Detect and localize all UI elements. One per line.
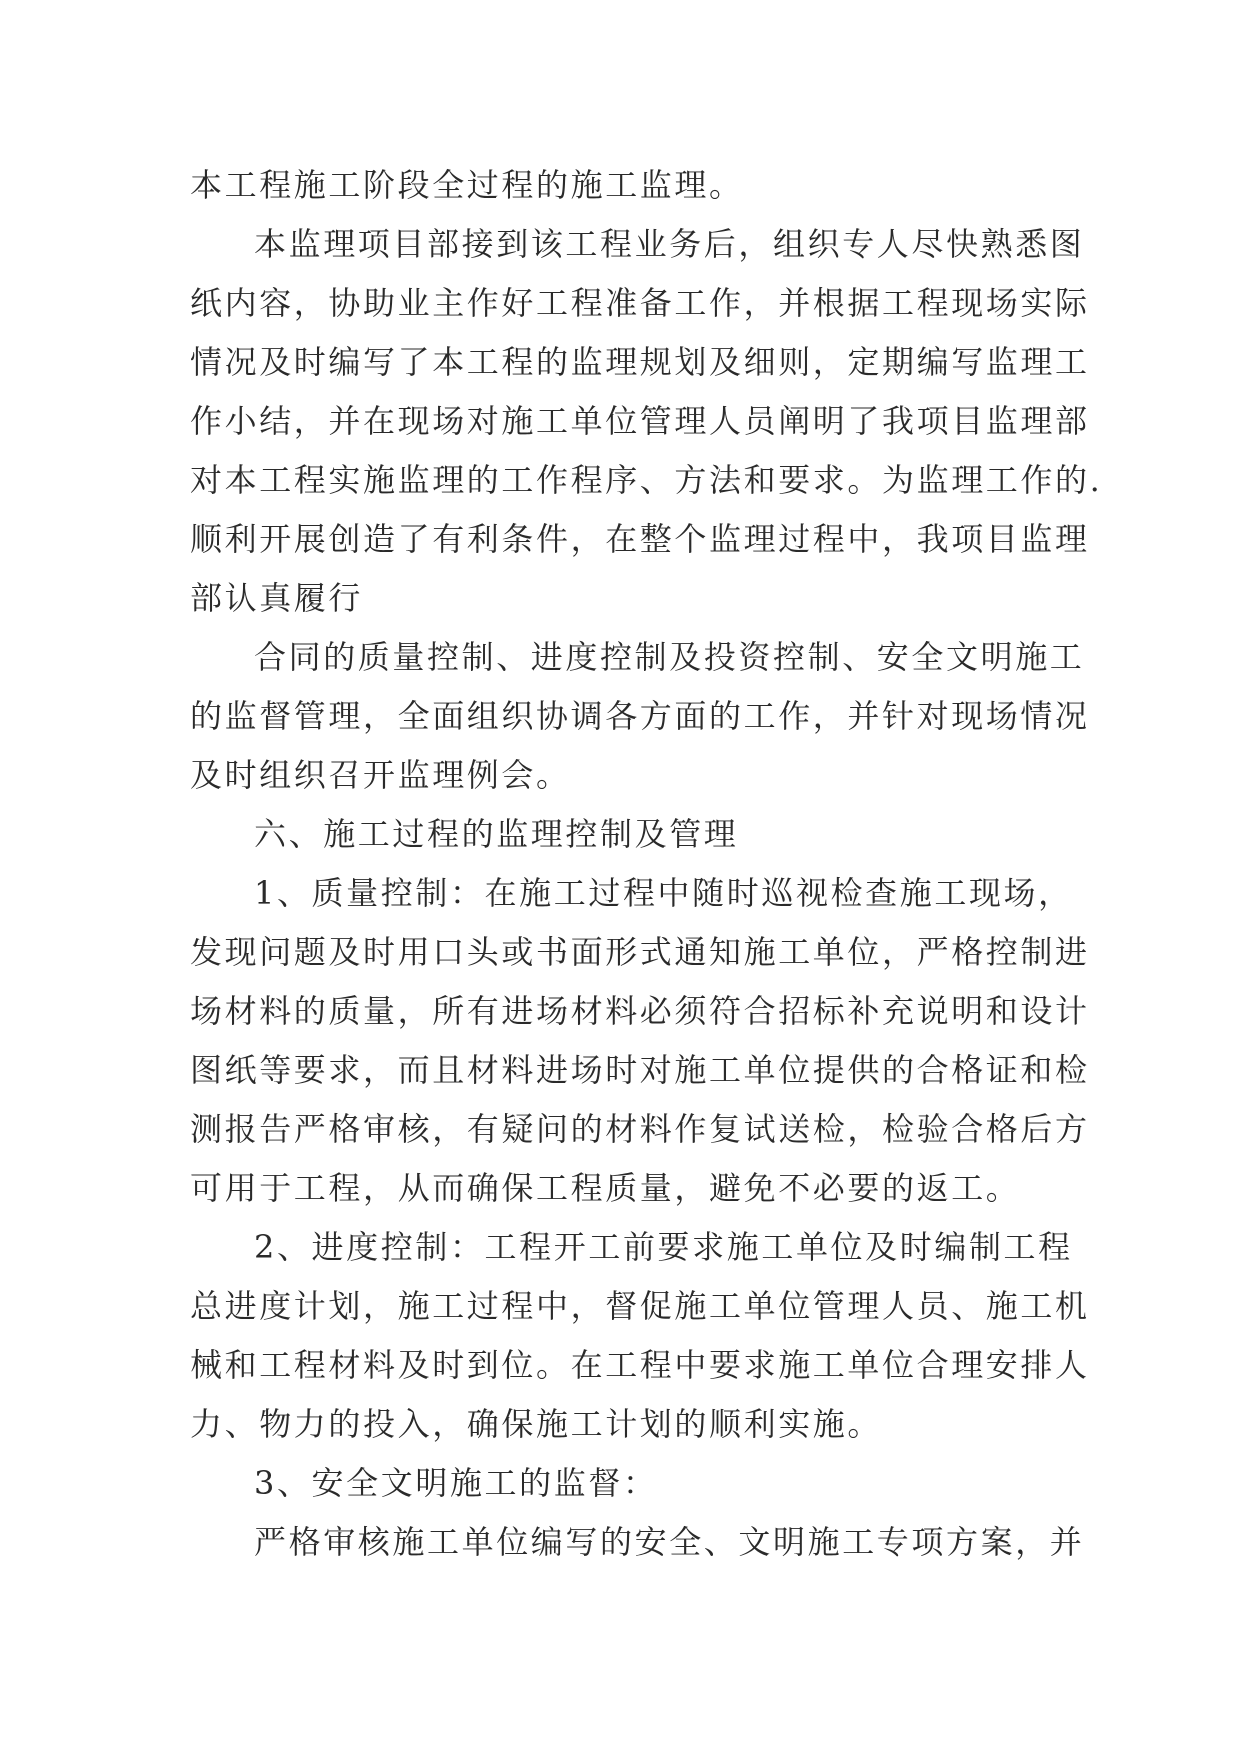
- text-line-8: 部认真履行: [190, 579, 364, 617]
- text-line-4: 情况及时编写了本工程的监理规划及细则，定期编写监理工: [190, 343, 1090, 381]
- text-line-21: 械和工程材料及时到位。在工程中要求施工单位合理安排人: [190, 1346, 1090, 1384]
- text-line-3: 纸内容，协助业主作好工程准备工作，并根据工程现场实际: [190, 284, 1090, 322]
- text-line-15: 场材料的质量，所有进场材料必须符合招标补充说明和设计: [190, 992, 1090, 1030]
- text-line-16: 图纸等要求，而且材料进场时对施工单位提供的合格证和检: [190, 1051, 1090, 1089]
- text-line-5: 作小结，并在现场对施工单位管理人员阐明了我项目监理部: [190, 402, 1090, 440]
- text-line-17: 测报告严格审核，有疑问的材料作复试送检，检验合格后方: [190, 1110, 1090, 1148]
- text-line-19: 2、进度控制：工程开工前要求施工单位及时编制工程: [254, 1228, 1073, 1266]
- section-heading: 六、施工过程的监理控制及管理: [254, 815, 739, 853]
- text-line-7: 顺利开展创造了有利条件，在整个监理过程中，我项目监理: [190, 520, 1090, 558]
- text-line-10: 的监督管理，全面组织协调各方面的工作，并针对现场情况: [190, 697, 1090, 735]
- text-line-18: 可用于工程，从而确保工程质量，避免不必要的返工。: [190, 1169, 1021, 1207]
- text-line-11: 及时组织召开监理例会。: [190, 756, 571, 794]
- text-line-22: 力、物力的投入，确保施工计划的顺利实施。: [190, 1405, 883, 1443]
- text-line-20: 总进度计划，施工过程中，督促施工单位管理人员、施工机: [190, 1287, 1090, 1325]
- text-line-24: 严格审核施工单位编写的安全、文明施工专项方案，并: [254, 1523, 1085, 1561]
- text-line-23: 3、安全文明施工的监督：: [254, 1464, 658, 1502]
- text-line-2: 本监理项目部接到该工程业务后，组织专人尽快熟悉图: [254, 225, 1085, 263]
- text-line-13: 1、质量控制：在施工过程中随时巡视检查施工现场，: [254, 874, 1073, 912]
- text-line-14: 发现问题及时用口头或书面形式通知施工单位，严格控制进: [190, 933, 1090, 971]
- text-line-9: 合同的质量控制、进度控制及投资控制、安全文明施工: [254, 638, 1085, 676]
- text-line-1: 本工程施工阶段全过程的施工监理。: [190, 166, 744, 204]
- text-line-6: 对本工程实施监理的工作程序、方法和要求。为监理工作的.: [190, 461, 1103, 499]
